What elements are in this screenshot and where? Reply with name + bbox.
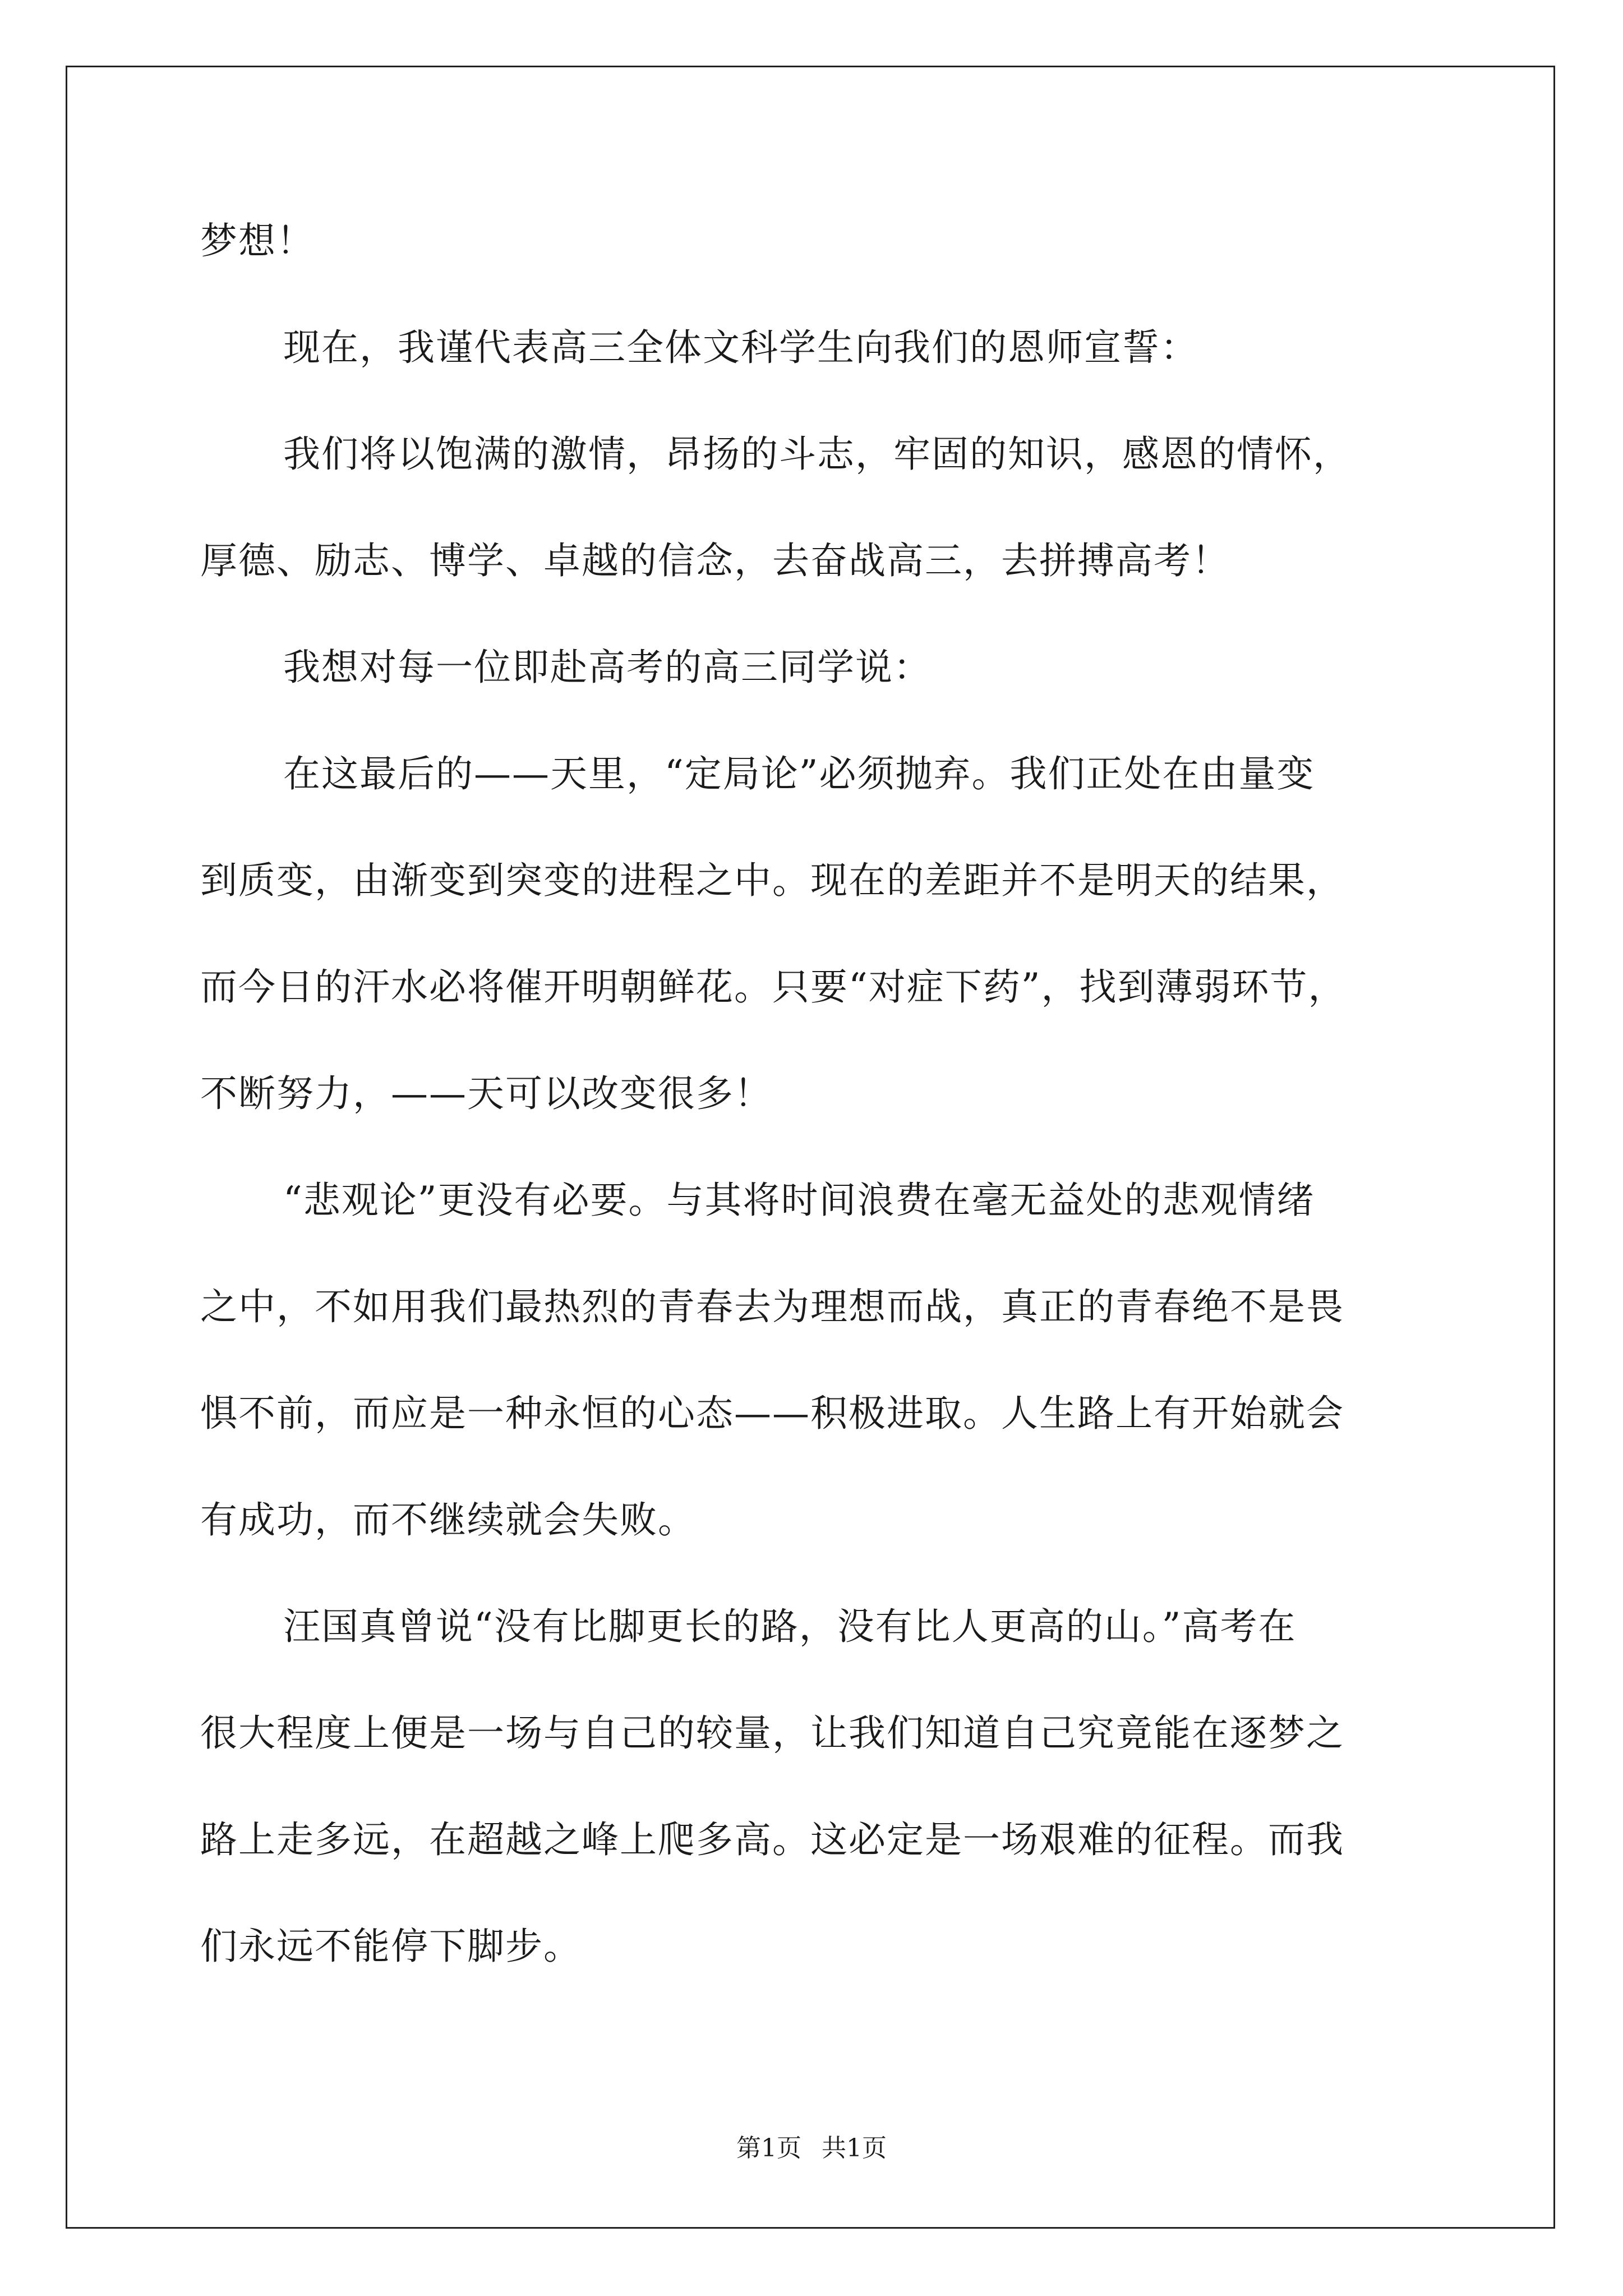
text-line: 我们将以饱满的激情，昂扬的斗志，牢固的知识，感恩的情怀， <box>283 432 1351 476</box>
page-total: 共1页 <box>822 2134 887 2162</box>
page-number: 第1页 <box>736 2134 801 2162</box>
text-line: 我想对每一位即赴高考的高三同学说： <box>283 646 932 689</box>
text-line: 路上走多远，在超越之峰上爬多高。这必定是一场艰难的征程。而我 <box>200 1818 1344 1861</box>
text-line: “悲观论”更没有必要。与其将时间浪费在毫无益处的悲观情绪 <box>283 1179 1315 1222</box>
page-border <box>66 66 1555 2229</box>
text-line: 现在，我谨代表高三全体文科学生向我们的恩师宣誓： <box>283 326 1198 369</box>
text-line: 汪国真曾说“没有比脚更长的路，没有比人更高的山。”高考在 <box>283 1605 1297 1648</box>
text-line: 在这最后的——天里，“定局论”必须抛弃。我们正处在由量变 <box>283 752 1315 795</box>
text-line: 惧不前，而应是一种永恒的心态——积极进取。人生路上有开始就会 <box>200 1392 1344 1435</box>
text-line: 之中，不如用我们最热烈的青春去为理想而战，真正的青春绝不是畏 <box>200 1285 1344 1328</box>
text-line: 厚德、励志、博学、卓越的信念，去奋战高三，去拼搏高考！ <box>200 539 1230 582</box>
page-footer <box>0 2132 1623 2165</box>
text-line: 到质变，由渐变到突变的进程之中。现在的差距并不是明天的结果， <box>200 859 1344 902</box>
text-line: 很大程度上便是一场与自己的较量，让我们知道自己究竟能在逐梦之 <box>200 1711 1344 1755</box>
text-line: 梦想！ <box>200 219 315 263</box>
text-line: 而今日的汗水必将催开明朝鲜花。只要“对症下药”，找到薄弱环节， <box>200 965 1347 1009</box>
text-line: 有成功，而不继续就会失败。 <box>200 1498 696 1542</box>
text-line: 不断努力，——天可以改变很多！ <box>200 1072 772 1115</box>
text-line: 们永远不能停下脚步。 <box>200 1925 582 1968</box>
